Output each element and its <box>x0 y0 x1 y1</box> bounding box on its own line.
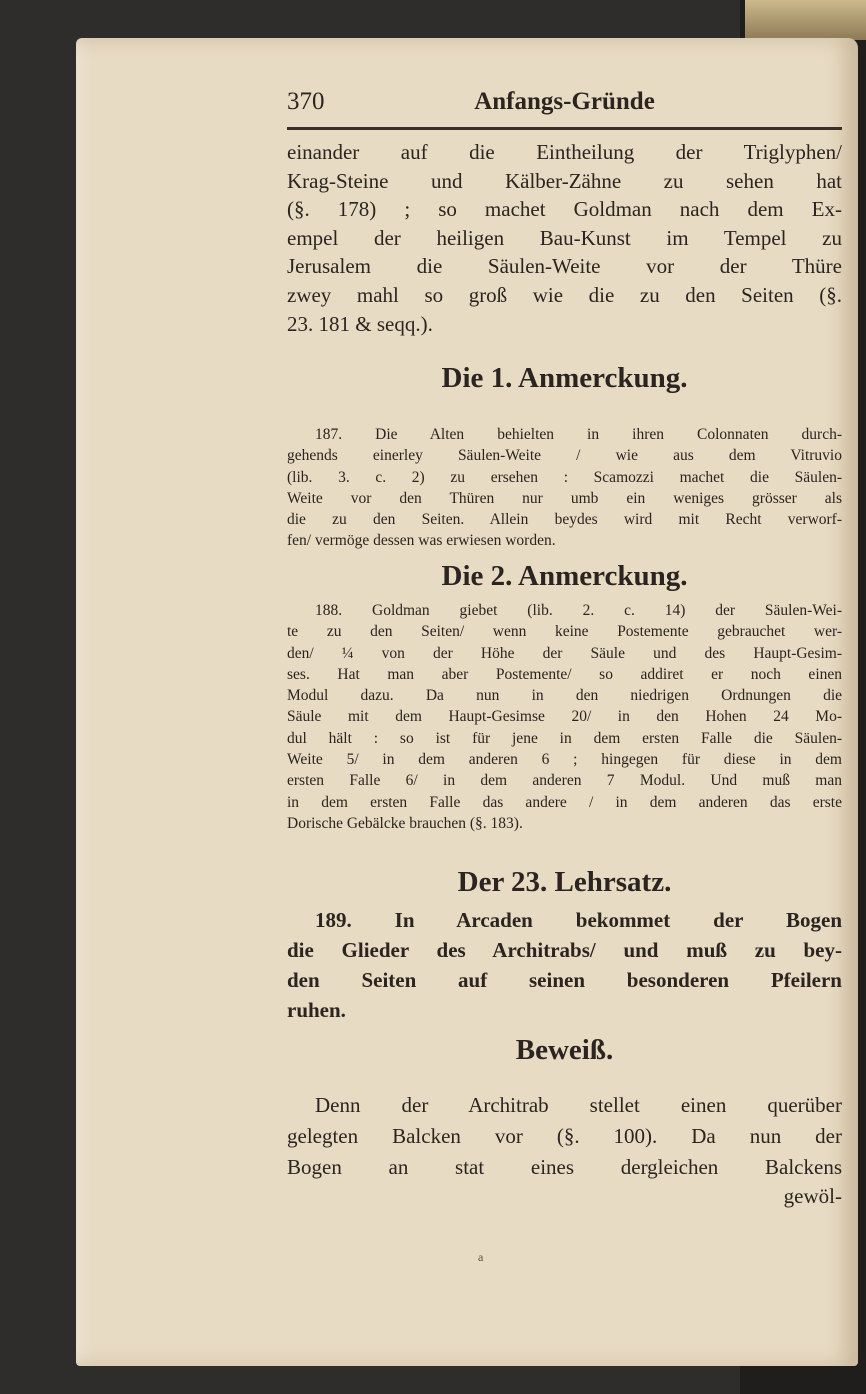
text-line: den/ ¼ von der Höhe der Säule und des Haupt-Gesim- <box>287 644 842 662</box>
text-line: Krag-Steine und Kälber-Zähne zu sehen hat <box>287 168 842 193</box>
text-line: dul hält : so ist für jene in dem ersten Falle die Säulen- <box>287 729 842 747</box>
text-line: ses. Hat man aber Postemente/ so addiret er noch einen <box>287 665 842 683</box>
text-line: Denn der Architrab stellet einen querüber <box>315 1093 842 1117</box>
text-line: die Glieder des Architrabs/ und muß zu bey- <box>287 938 842 962</box>
text-line: Bogen an stat eines dergleichen Balckens <box>287 1155 842 1179</box>
text-line: 23. 181 & seqq.). <box>287 311 433 336</box>
page-number: 370 <box>287 88 325 115</box>
text-line: empel der heiligen Bau-Kunst im Tempel zu <box>287 225 842 250</box>
text-line: 187. Die Alten behielten in ihren Colonnaten durch- <box>315 426 842 443</box>
text-line: (lib. 3. c. 2) zu ersehen : Scamozzi machet die Säulen- <box>287 468 842 486</box>
text-line: gehends einerley Säulen-Weite / wie aus dem Vitruvio <box>287 447 842 465</box>
header-rule <box>287 127 842 130</box>
text-line: (§. 178) ; so machet Goldman nach dem Ex- <box>287 197 842 222</box>
heading-remark-1: Die 1. Anmerckung. <box>441 362 688 394</box>
text-line: te zu den Seiten/ wenn keine Postemente gebrauchet wer- <box>287 623 842 641</box>
text-line: die zu den Seiten. Allein beydes wird mit Recht verworf- <box>287 511 842 529</box>
adjacent-page-edge <box>745 0 866 40</box>
theorem-paragraph <box>287 905 842 1025</box>
proof-paragraph <box>287 1090 842 1183</box>
signature-mark: a <box>478 1250 484 1264</box>
text-line: ersten Falle 6/ in dem anderen 7 Modul. Und muß man <box>287 772 842 790</box>
text-line: Modul dazu. Da nun in den niedrigen Ordnungen die <box>287 687 842 705</box>
text-line: Jerusalem die Säulen-Weite vor der Thüre <box>287 254 842 279</box>
heading-remark-2: Die 2. Anmerckung. <box>441 560 688 592</box>
running-title: Anfangs-Gründe <box>474 88 655 115</box>
text-line: Dorische Gebälcke brauchen (§. 183). <box>287 814 523 832</box>
text-line: Säule mit dem Haupt-Gesimse 20/ in den Hohen 24 Mo- <box>287 708 842 726</box>
text-line: den Seiten auf seinen besonderen Pfeilern <box>287 968 842 992</box>
text-line: zwey mahl so groß wie die zu den Seiten (§. <box>287 282 842 307</box>
text-line: ruhen. <box>287 998 346 1022</box>
catchword: gewöl- <box>783 1184 842 1208</box>
text-line: in dem ersten Falle das andere / in dem anderen das erste <box>287 793 842 811</box>
remark-2-paragraph <box>287 600 842 834</box>
heading-proof: Beweiß. <box>515 1034 614 1066</box>
text-line: einander auf die Eintheilung der Triglyphen/ <box>287 140 842 164</box>
heading-theorem: Der 23. Lehrsatz. <box>457 866 672 898</box>
text-line: 188. Goldman giebet (lib. 2. c. 14) der Säulen-Wei- <box>315 602 842 619</box>
text-line: 189. In Arcaden bekommet der Bogen <box>315 908 842 932</box>
text-line: gelegten Balcken vor (§. 100). Da nun der <box>287 1124 842 1148</box>
page-header <box>287 88 842 122</box>
text-line: Weite vor den Thüren nur umb ein weniges grösser als <box>287 489 842 507</box>
intro-paragraph <box>287 138 842 338</box>
remark-1-paragraph <box>287 424 842 552</box>
text-line: Weite 5/ in dem anderen 6 ; hingegen für diese in dem <box>287 751 842 769</box>
text-line: fen/ vermöge dessen was erwiesen worden. <box>287 532 556 550</box>
